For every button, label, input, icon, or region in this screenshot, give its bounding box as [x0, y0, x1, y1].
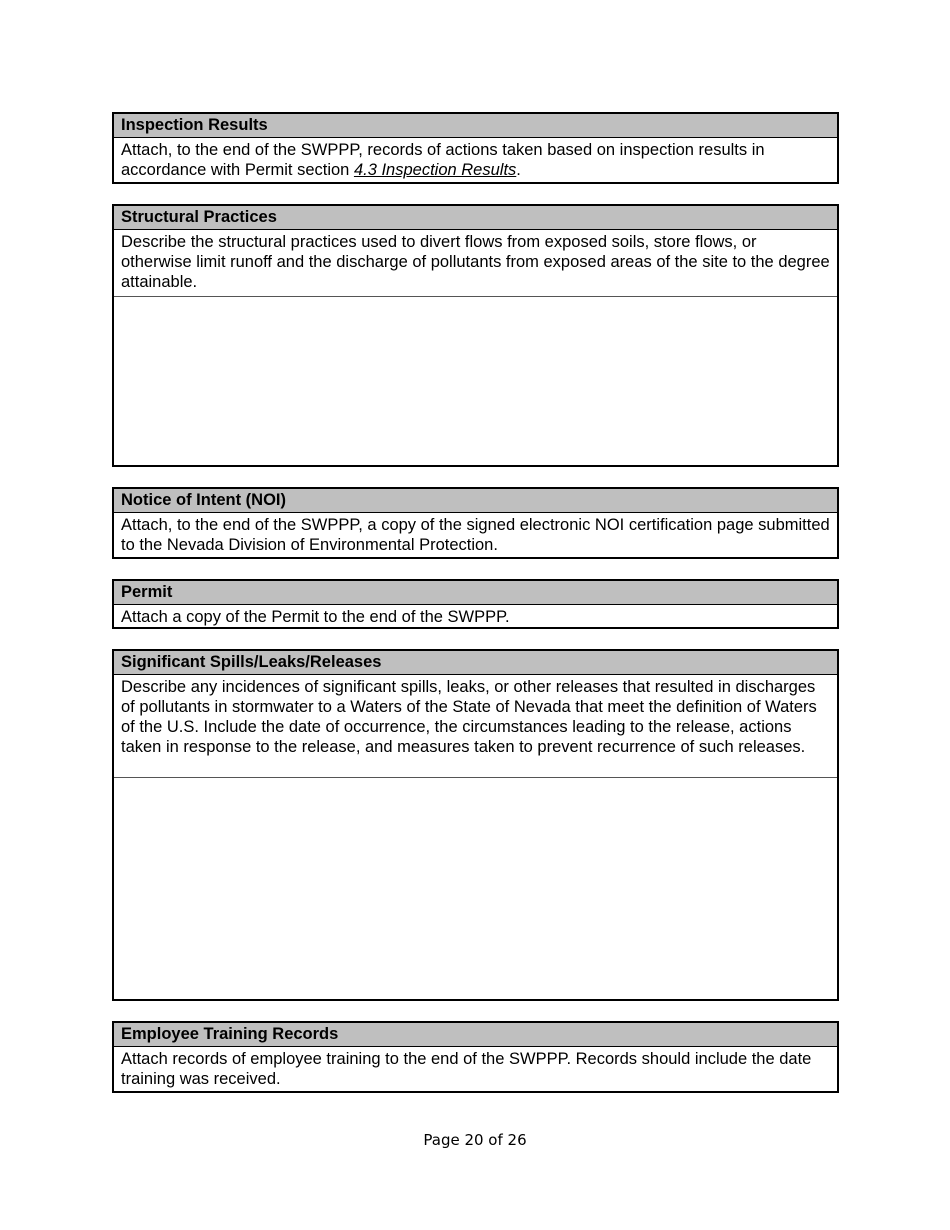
employee-training-section — [112, 1021, 839, 1093]
permit-title: Permit — [114, 581, 837, 605]
permit-section — [112, 579, 839, 629]
structural-practices-section — [112, 204, 839, 467]
inspection-results-text: Attach, to the end of the SWPPP, records of actions taken based on inspection results in accordance with Permit section — [121, 141, 765, 179]
inspection-results-title: Inspection Results — [114, 114, 837, 138]
page-number: Page 20 of 26 — [423, 1131, 527, 1149]
significant-spills-body: Describe any incidences of significant spills, leaks, or other releases that resulted in discharges of pollutants in stormwater to a Waters of the State of Nevada that meet the definition of Waters of the U.S. Include the date of occurrence, the circumstances leading to the release, actions taken in response to the release, and measures taken to prevent recurrence of such releases. — [114, 675, 837, 778]
employee-training-title: Employee Training Records — [114, 1023, 837, 1047]
noi-body: Attach, to the end of the SWPPP, a copy of the signed electronic NOI certification page submitted to the Nevada Division of Environmental Protection. — [121, 516, 830, 554]
inspection-results-body — [114, 138, 837, 182]
noi-title: Notice of Intent (NOI) — [114, 489, 837, 513]
noi-section — [112, 487, 839, 559]
employee-training-body: Attach records of employee training to the end of the SWPPP. Records should include the date training was received. — [121, 1050, 812, 1088]
inspection-results-section — [112, 112, 839, 184]
structural-practices-title: Structural Practices — [114, 206, 837, 230]
significant-spills-entry-area[interactable] — [114, 778, 837, 1000]
structural-practices-entry-area[interactable] — [114, 297, 837, 464]
structural-practices-body: Describe the structural practices used to divert flows from exposed soils, store flows, or otherwise limit runoff and the discharge of pollutants from exposed areas of the site to the degree attainable. — [114, 230, 837, 297]
inspection-results-permit-link[interactable]: 4.3 Inspection Results — [353, 161, 517, 179]
permit-body: Attach a copy of the Permit to the end of the SWPPP. — [121, 608, 510, 626]
inspection-results-text-end: . — [516, 161, 521, 179]
significant-spills-title: Significant Spills/Leaks/Releases — [114, 651, 837, 675]
significant-spills-section — [112, 649, 839, 1001]
